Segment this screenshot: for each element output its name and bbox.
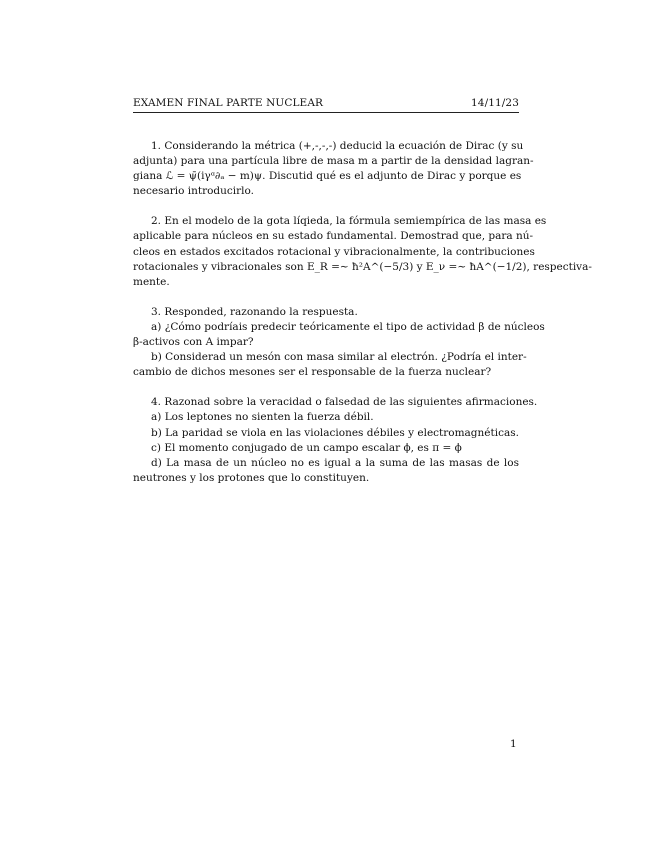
header-date: 14/11/23 <box>471 96 519 109</box>
text-line: a) ¿Cómo podríais predecir teóricamente el tipo de actividad β de núcleos <box>151 320 545 333</box>
text-line: b) La paridad se viola en las violaciones débiles y electromagnéticas. <box>151 426 519 439</box>
text-line: 3. Responded, razonando la respuesta. <box>151 305 358 318</box>
header-rule <box>133 112 519 113</box>
text-line: mente. <box>133 275 170 288</box>
text-line: c) El momento conjugado de un campo escalar ϕ, es π = ϕ <box>151 441 462 454</box>
questions-list <box>133 139 592 486</box>
page-number: 1 <box>510 738 517 750</box>
text-line: neutrones y los protones que lo constituyen. <box>133 471 370 484</box>
question-4 <box>133 395 538 486</box>
question-1 <box>133 139 534 199</box>
text-line: a) Los leptones no sienten la fuerza débil. <box>151 411 374 424</box>
text-line: 4. Razonad sobre la veracidad o falsedad de las siguientes afirmaciones. <box>151 396 538 409</box>
text-line: giana ℒ = ψ̄(iγᵅ∂ₐ − m)ψ. Discutid qué es el adjunto de Dirac y porque es <box>133 170 522 183</box>
text-line: b) Considerad un mesón con masa similar al electrón. ¿Podría el inter- <box>151 351 527 364</box>
text-line: adjunta) para una partícula libre de masa m a partir de la densidad lagran- <box>133 155 534 168</box>
text-line: rotacionales y vibracionales son E_R =∼ ħ²A^(−5/3) y E_ν =∼ ħA^(−1/2), respectiva- <box>133 260 592 273</box>
text-line: 1. Considerando la métrica (+,-,-,-) deducid la ecuación de Dirac (y su <box>151 140 524 152</box>
text-line: cleos en estados excitados rotacional y vibracionalmente, la contribuciones <box>133 245 535 258</box>
text-line: necesario introducirlo. <box>133 185 255 198</box>
text-line: d) La masa de un núcleo no es igual a la suma de las masas de los <box>151 456 519 469</box>
text-line: β-activos con A impar? <box>133 336 254 349</box>
text-line: cambio de dichos mesones ser el responsable de la fuerza nuclear? <box>133 366 492 379</box>
header-title: EXAMEN FINAL PARTE NUCLEAR <box>133 96 324 109</box>
text-line: aplicable para núcleos en su estado fundamental. Demostrad que, para nú- <box>133 230 534 243</box>
text-line: 2. En el modelo de la gota líqieda, la fórmula semiempírica de las masa es <box>151 215 547 228</box>
question-3 <box>133 305 545 380</box>
question-2 <box>133 214 592 289</box>
exam-page <box>133 96 592 501</box>
page-header <box>133 96 519 111</box>
